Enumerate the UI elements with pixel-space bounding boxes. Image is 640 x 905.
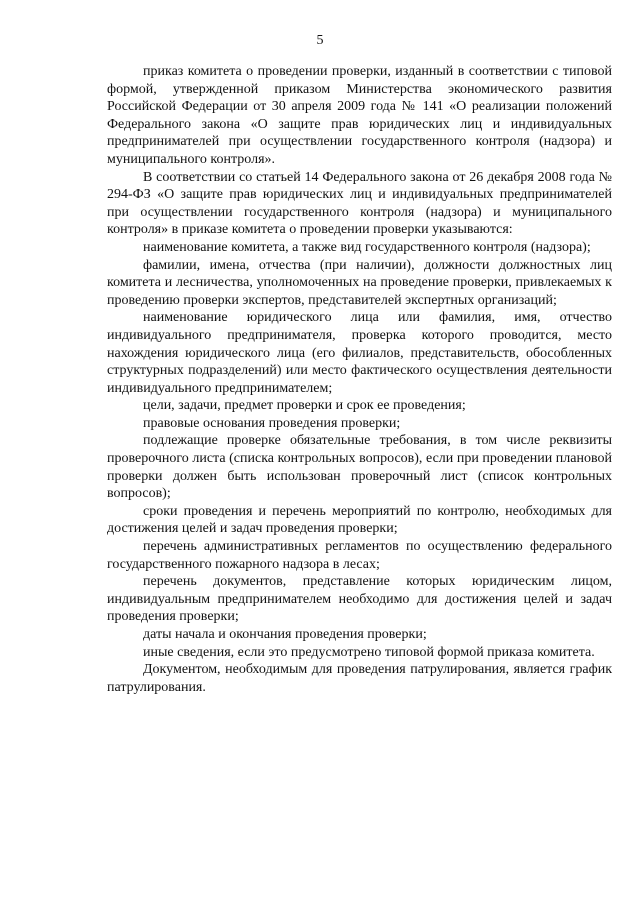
document-body: [107, 63, 612, 696]
list-item-documents: перечень документов, представление которых юридическим лицом, индивидуальным предпринимателем необходимо для достижения целей и задач проведения проверки;: [107, 574, 612, 625]
list-item-officials: фамилии, имена, отчества (при наличии), должности должностных лиц комитета и лесничества, уполномоченных на проведение проверки, привлекаемых к проведению проверки экспертов, представителей экспертных организаций;: [107, 257, 612, 308]
list-item-regulations: перечень административных регламентов по осуществлению федерального государственного пожарного надзора в лесах;: [107, 539, 612, 572]
list-item-legal-entity: наименование юридического лица или фамилия, имя, отчество индивидуального предпринимателя, проверка которого проводится, место нахождения юридического лица (его филиалов, представительств, обособленных структурных подразделений) или место фактического осуществления деятельности индивидуального предпринимателем;: [107, 310, 612, 396]
list-item-requirements: подлежащие проверке обязательные требования, в том числе реквизиты проверочного листа (списка контрольных вопросов), если при проведении плановой проверки должен быть использован проверочный лист (список контрольных вопросов);: [107, 433, 612, 502]
list-item-goals: цели, задачи, предмет проверки и срок ее проведения;: [143, 398, 466, 414]
paragraph-order-description: приказ комитета о проведении проверки, изданный в соответствии с типовой формой, утвержденной приказом Министерства экономического развития Российской Федерации от 30 апреля 2009 года № 141 «О реализации положений Федерального закона «О защите прав юридических лиц и индивидуальных предпринимателей при осуществлении государственного контроля (надзора) и муниципального контроля».: [107, 64, 612, 167]
list-item-legal-grounds: правовые основания проведения проверки;: [143, 415, 401, 431]
list-item-other-info: иные сведения, если это предусмотрено типовой формой приказа комитета.: [143, 644, 595, 660]
paragraph-article-14-intro: В соответствии со статьей 14 Федерального закона от 26 декабря 2008 года № 294-ФЗ «О защите прав юридических лиц и индивидуальных предпринимателей при осуществлении государственного контроля (надзора) и муниципального контроля» в приказе комитета о проведении проверки указываются:: [107, 169, 612, 238]
page-number: 5: [316, 33, 324, 48]
paragraph-patrol-schedule: Документом, необходимым для проведения патрулирования, является график патрулирования.: [107, 662, 612, 695]
list-item-dates: даты начала и окончания проведения проверки;: [143, 627, 427, 642]
list-item-terms: сроки проведения и перечень мероприятий по контролю, необходимых для достижения целей и задач проведения проверки;: [107, 503, 612, 537]
list-item-committee-name: наименование комитета, а также вид государственного контроля (надзора);: [143, 239, 591, 255]
